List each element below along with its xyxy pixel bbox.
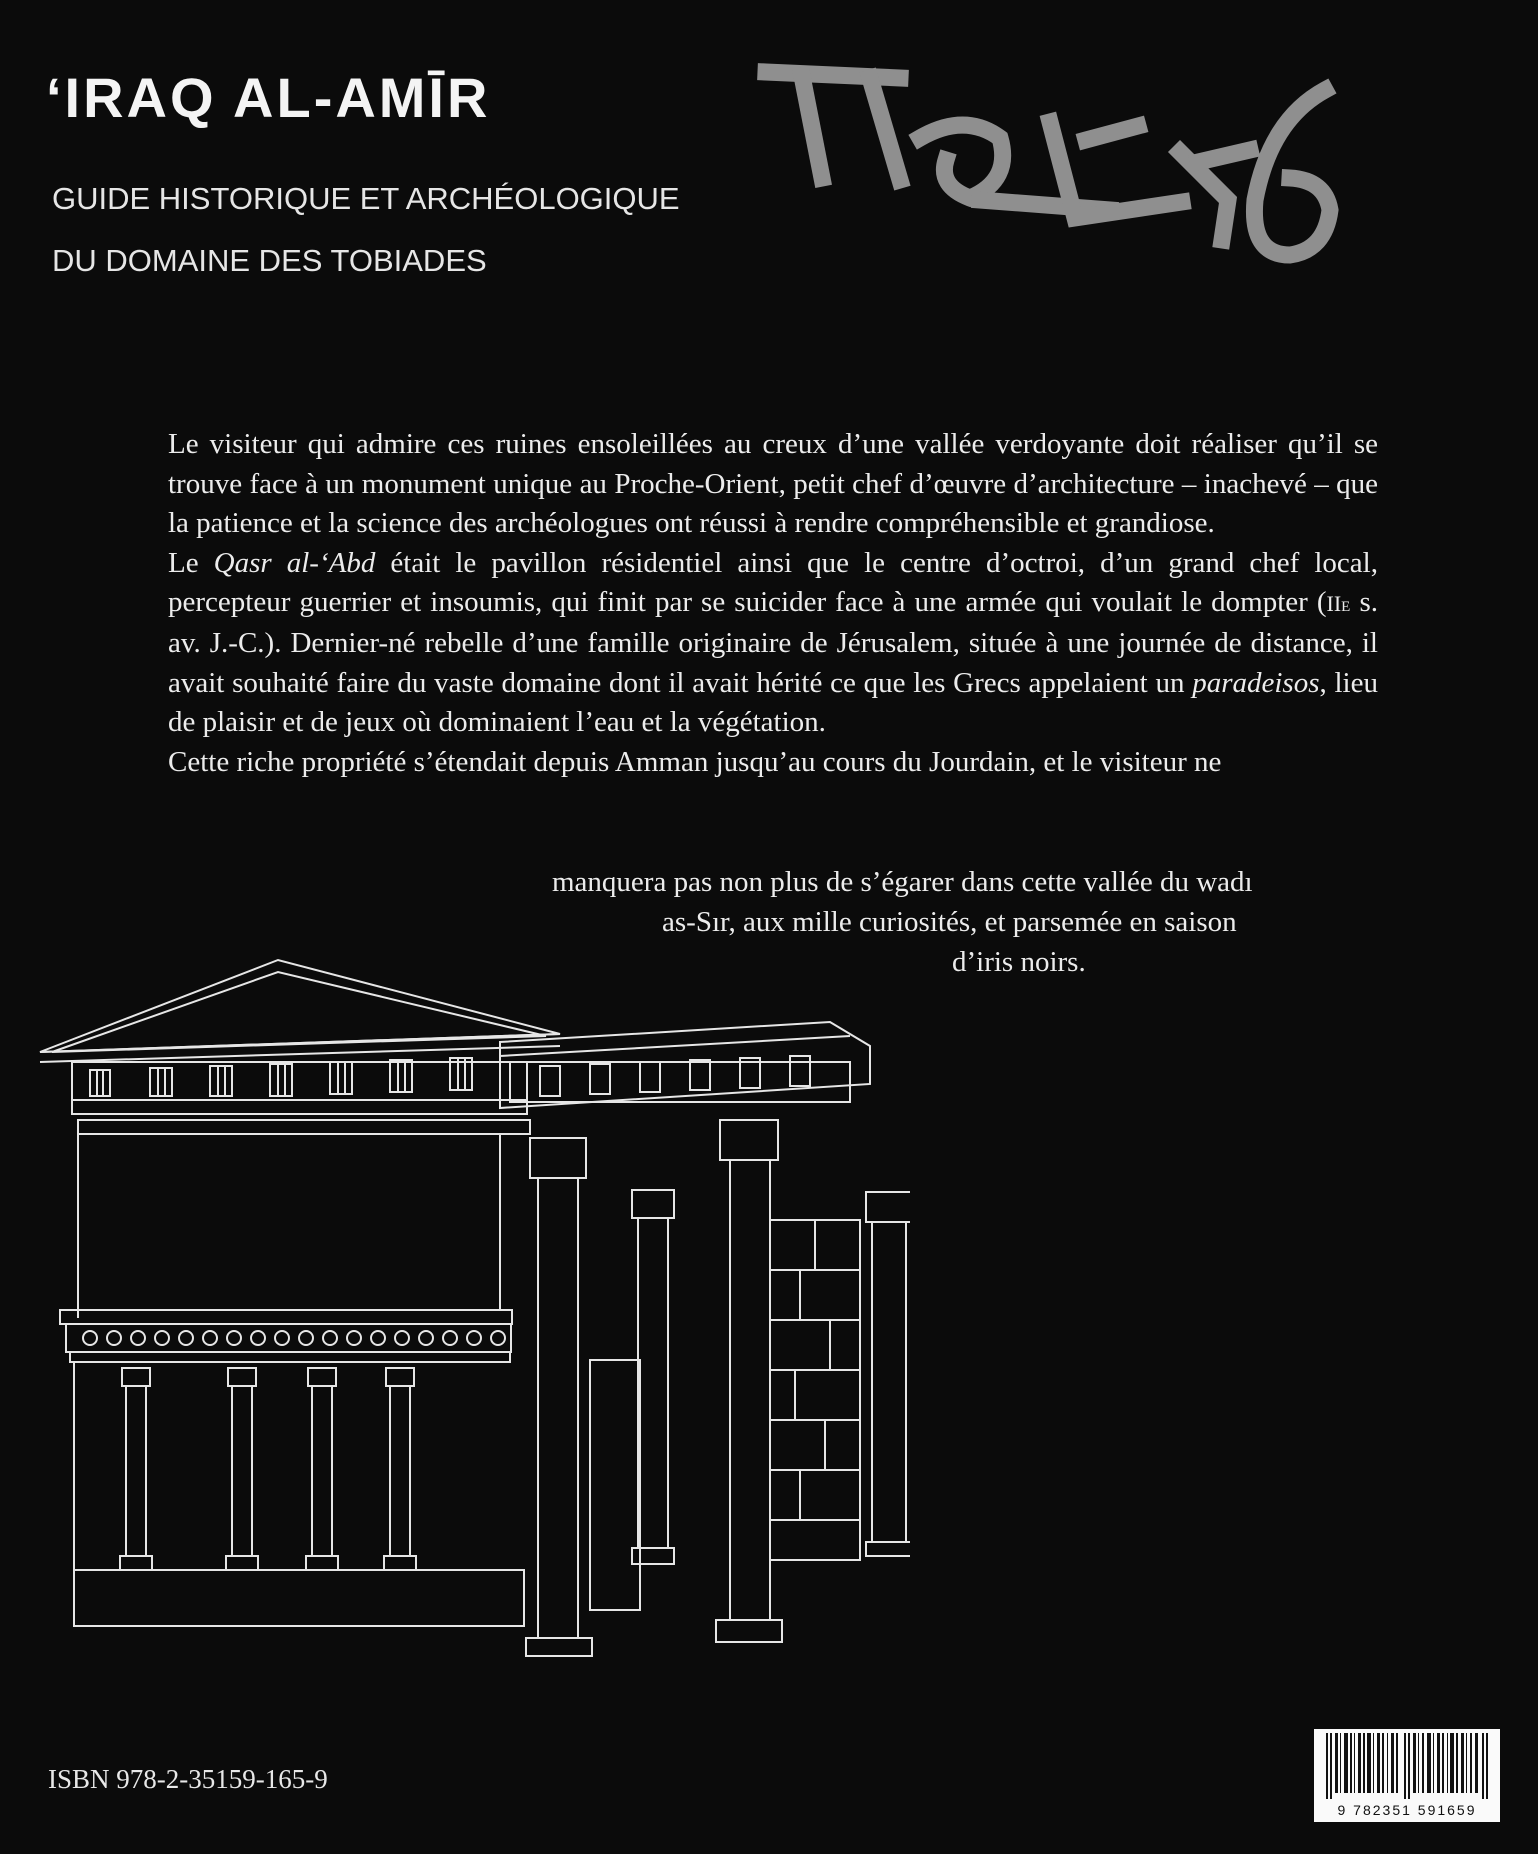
- paragraph-2: [168, 544, 1378, 743]
- isbn-number: ISBN 978-2-35159-165-9: [48, 1764, 328, 1794]
- p2-italic-qasr: Qasr al-‘Abd: [213, 546, 376, 579]
- book-title: ‘IRAQ AL-AMĪR: [46, 66, 491, 129]
- p2-part-a: Le: [168, 546, 214, 579]
- barcode-icon: [1314, 1729, 1500, 1822]
- back-cover-text: [168, 425, 1378, 782]
- subtitle-line-1: GUIDE HISTORIQUE ET ARCHÉOLOGIQUE: [52, 181, 680, 216]
- p2-century: IIe: [1326, 591, 1351, 617]
- p2-part-b: était le pavillon résidentiel ainsi que le centre d’octroi, d’un grand chef local, percepteur guerrier et insoumis, qui finit par se suicider face à une armée qui voulait le dompter (: [168, 546, 1378, 619]
- paragraph-1: Le visiteur qui admire ces ruines ensoleillées au creux d’une vallée verdoyante doit réaliser qu’il se trouve face à un monument unique au Proche-Orient, petit chef d’œuvre d’architecture – inachevé – que la patience et la science des archéologues ont réussi à rendre compréhensible et grandiose.: [168, 428, 1378, 540]
- aramaic-inscription-icon: [750, 60, 1400, 310]
- paragraph-3-line-1: Cette riche propriété s’étendait depuis Amman jusqu’au cours du Jourdain, et le visiteur ne: [168, 745, 1222, 778]
- barcode-digits: 9 782351 591659: [1337, 1802, 1477, 1818]
- paragraph-3-line-2: manquera pas non plus de s’égarer dans cette vallée du wadı: [552, 866, 1253, 898]
- temple-reconstruction-illustration: [30, 950, 910, 1670]
- p2-part-c: s. av. J.-C.). Dernier-né rebelle d’une famille originaire de Jérusalem, située à une journée de distance, il avait souhaité faire du vaste domaine dont il avait hérité ce que les Grecs appelaient un: [168, 586, 1378, 699]
- paragraph-3-line-3: as-Sır, aux mille curiosités, et parsemée en saison: [662, 906, 1237, 938]
- book-subtitle: [52, 168, 680, 292]
- p2-italic-paradeisos: paradeisos: [1192, 666, 1320, 699]
- subtitle-line-2: DU DOMAINE DES TOBIADES: [52, 243, 487, 278]
- paragraph-3-line-4: d’iris noirs.: [952, 946, 1086, 978]
- p2-part-d: , lieu de plaisir et de jeux où dominaient l’eau et la végétation.: [168, 666, 1378, 739]
